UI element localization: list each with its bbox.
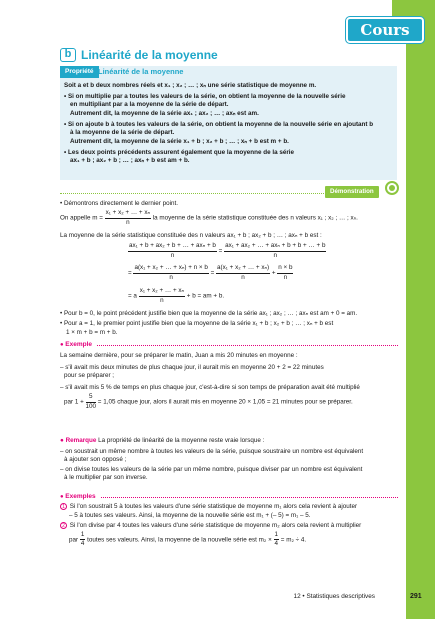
section-letter: b (60, 48, 76, 62)
demo-point-2: • Pour a = 1, le premier point justifie bien que la moyenne de la série x₁ + b ; x₂ + b ; … ; xₙ + b est 1 × m + b = m + b. (60, 320, 334, 336)
example-body: La semaine dernière, pour se préparer le matin, Juan a mis 20 minutes en moyenne : – s'il avait mis deux minutes de plus chaque jour, il aurait mis en moyenne 20 + 2 = 22 minutes pour se préparer ; – s'il avait mis 5 % de temps en plus chaque jour, c'est-à-dire si son temps de préparation avait été multiplié par 1 + $\frac{5}{100}$ = 1,05 chaque jour, alors il aurait mis en moyenne 20 × 1,05 = 21 minutes pour se préparer. (60, 352, 360, 410)
mean-fraction: $\frac{\text{x₁ + x₂ + … + xₙ}}{n}$ (105, 209, 150, 226)
property-body (64, 82, 391, 168)
demo-point-1: • Pour b = 0, le point précédent justifie bien que la moyenne de la série ax₁ ; ax₂ ; … ; axₙ est am + 0 = am. (60, 310, 358, 317)
demo-tag: Démonstration (325, 186, 379, 198)
demo-badge-icon (385, 181, 399, 195)
property-bullet-3: • Les deux points précédents assurent également que la moyenne de la série ax₁ + b ; ax₂ + b ; … ; axₙ + b est am + b. (64, 149, 391, 166)
demo-equation-2: = $\frac{\text{a(x₁ + x₂ + … + xₙ) + n × b}}{n}$ = $\frac{\text{a(x₁ + x₂ + … + xₙ)}}{n}$ + $\frac{n \times b}{n}$ (128, 264, 293, 281)
example-divider (60, 345, 398, 346)
green-side-band (406, 0, 435, 619)
cours-tab: Cours (346, 17, 424, 43)
example-number-1: 1 (60, 503, 67, 510)
demo-line-2: On appelle m = $\frac{\text{x₁ + x₂ + … + xₙ}}{n}$ la moyenne de la série statistique constituée des n valeurs x₁ ; x₂ ; … ; xₙ. (60, 209, 358, 226)
example-number-2: 2 (60, 522, 67, 529)
remark-label: Remarque (65, 437, 97, 444)
property-title: Linéarité de la moyenne (98, 67, 184, 76)
demo-line-1: • Démontrons directement le dernier point. (60, 200, 179, 207)
property-bullet-2: • Si on ajoute b à toutes les valeurs de la série, on obtient la moyenne de la nouvelle série en ajoutant b à la moyenne de la série de départ. Autrement dit, la moyenne de la série x₁ + b ; x₂ + b ; … ; xₙ + b est m + b. (64, 121, 391, 147)
section-heading (60, 47, 218, 63)
examples-divider (60, 497, 398, 498)
examples-label: ● Exemples (60, 493, 100, 502)
example-label: ● Exemple (60, 341, 96, 350)
demo-divider (60, 193, 360, 194)
section-title: Linéarité de la moyenne (81, 48, 218, 62)
property-box (60, 66, 397, 180)
remark-block: ● Remarque La propriété de linéarité de la moyenne reste vraie lorsque : – on soustrait un même nombre à toutes les valeurs de la série, puisque soustraire un nombre est équivalent à ajouter son opposé ; – on divise toutes les valeurs de la série par un même nombre, puisque diviser par un nombre est équivalent à le multiplier par son inverse. (60, 437, 364, 481)
property-tag: Propriété (60, 66, 99, 78)
property-intro: Soit a et b deux nombres réels et x₁ ; x₂ ; … ; xₙ une série statistique de moyenne m. (64, 82, 317, 89)
property-bullet-1: • Si on multiplie par a toutes les valeurs de la série, on obtient la moyenne de la nouvelle série en multipliant par a la moyenne de la série de départ. Autrement dit, la moyenne de la série ax₁ ; ax₂ ; … ; axₙ est am. (64, 93, 391, 119)
examples-body: 1 Si l'on soustrait 5 à toutes les valeurs d'une série statistique de moyenne m₁ alors cela revient à ajouter – 5 à toutes ses valeurs. Ainsi, la moyenne de la nouvelle série est m₁ + (– 5) = m₁ – 5. 2 Si l'on divise par 4 toutes les valeurs d'une série statistique de moyenne m₂ alors cela revient à multiplier par $\frac{1}{4}$ toutes ses valeurs. Ainsi, la moyenne de la nouvelle série est m₂ × $\frac{1}{4}$ = m₂ ÷ 4. (60, 503, 398, 549)
percent-fraction: $\frac{5}{100}$ (85, 393, 97, 410)
page-number: 291 (410, 593, 422, 600)
demo-line-3: La moyenne de la série statistique constituée des n valeurs ax₁ + b ; ax₂ + b ; … ; axₙ + b est : (60, 232, 322, 239)
footer-chapter: 12 • Statistiques descriptives (293, 593, 375, 600)
remark-bullet-icon: ● (60, 437, 64, 444)
demo-equation-3: = a $\frac{\text{x₁ + x₂ + … + xₙ}}{n}$ + b = am + b. (128, 287, 225, 304)
demo-equation-1: $\frac{\text{ax₁ + b + ax₂ + b + … + axₙ + b}}{n}$ = $\frac{\text{ax₁ + ax₂ + … + axₙ + b + b + … + b}}{n}$ (129, 242, 326, 259)
